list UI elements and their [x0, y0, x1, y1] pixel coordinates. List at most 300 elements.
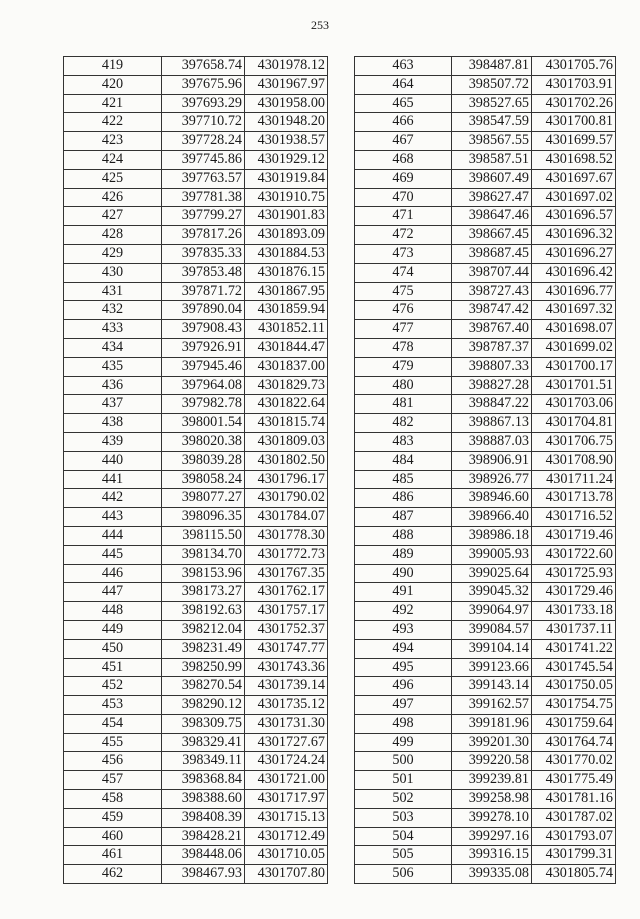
y-coordinate-cell: 4301696.27 [532, 244, 616, 263]
y-coordinate-cell: 4301787.02 [532, 808, 616, 827]
y-coordinate-cell: 4301699.02 [532, 338, 616, 357]
y-coordinate-cell: 4301799.31 [532, 846, 616, 865]
point-id-cell: 488 [355, 526, 452, 545]
y-coordinate-cell: 4301741.22 [532, 639, 616, 658]
y-coordinate-cell: 4301705.76 [532, 57, 616, 76]
y-coordinate-cell: 4301901.83 [245, 207, 328, 226]
point-id-cell: 502 [355, 790, 452, 809]
point-id-cell: 471 [355, 207, 452, 226]
table-row [355, 188, 616, 207]
y-coordinate-cell: 4301716.52 [532, 508, 616, 527]
y-coordinate-cell: 4301697.02 [532, 188, 616, 207]
y-coordinate-cell: 4301707.80 [245, 865, 328, 884]
point-id-cell: 489 [355, 545, 452, 564]
point-id-cell: 425 [64, 169, 162, 188]
table-row [64, 733, 328, 752]
table-row [355, 301, 616, 320]
x-coordinate-cell: 398020.38 [162, 432, 245, 451]
table-row [64, 526, 328, 545]
point-id-cell: 496 [355, 677, 452, 696]
point-id-cell: 485 [355, 470, 452, 489]
x-coordinate-cell: 398607.49 [452, 169, 532, 188]
point-id-cell: 439 [64, 432, 162, 451]
x-coordinate-cell: 398747.42 [452, 301, 532, 320]
table-row [64, 376, 328, 395]
point-id-cell: 464 [355, 75, 452, 94]
table-row [355, 113, 616, 132]
y-coordinate-cell: 4301699.57 [532, 132, 616, 151]
x-coordinate-cell: 398192.63 [162, 602, 245, 621]
x-coordinate-cell: 399297.16 [452, 827, 532, 846]
point-id-cell: 443 [64, 508, 162, 527]
point-id-cell: 430 [64, 263, 162, 282]
table-row [64, 432, 328, 451]
y-coordinate-cell: 4301837.00 [245, 357, 328, 376]
table-row [355, 244, 616, 263]
y-coordinate-cell: 4301711.24 [532, 470, 616, 489]
table-row [64, 226, 328, 245]
x-coordinate-cell: 398687.45 [452, 244, 532, 263]
x-coordinate-cell: 397728.24 [162, 132, 245, 151]
x-coordinate-cell: 397926.91 [162, 338, 245, 357]
point-id-cell: 479 [355, 357, 452, 376]
y-coordinate-cell: 4301948.20 [245, 113, 328, 132]
x-coordinate-cell: 398926.77 [452, 470, 532, 489]
point-id-cell: 478 [355, 338, 452, 357]
table-row [355, 639, 616, 658]
table-row [64, 414, 328, 433]
x-coordinate-cell: 399104.14 [452, 639, 532, 658]
point-id-cell: 500 [355, 752, 452, 771]
x-coordinate-cell: 399181.96 [452, 714, 532, 733]
y-coordinate-cell: 4301772.73 [245, 545, 328, 564]
x-coordinate-cell: 398290.12 [162, 696, 245, 715]
y-coordinate-cell: 4301743.36 [245, 658, 328, 677]
x-coordinate-cell: 397853.48 [162, 263, 245, 282]
point-id-cell: 460 [64, 827, 162, 846]
table-row [64, 846, 328, 865]
y-coordinate-cell: 4301793.07 [532, 827, 616, 846]
table-row [355, 150, 616, 169]
x-coordinate-cell: 398250.99 [162, 658, 245, 677]
x-coordinate-cell: 398787.37 [452, 338, 532, 357]
table-row [64, 771, 328, 790]
table-row [355, 696, 616, 715]
y-coordinate-cell: 4301759.64 [532, 714, 616, 733]
table-row [355, 470, 616, 489]
y-coordinate-cell: 4301712.49 [245, 827, 328, 846]
y-coordinate-cell: 4301698.52 [532, 150, 616, 169]
y-coordinate-cell: 4301775.49 [532, 771, 616, 790]
point-id-cell: 490 [355, 564, 452, 583]
point-id-cell: 468 [355, 150, 452, 169]
y-coordinate-cell: 4301859.94 [245, 301, 328, 320]
y-coordinate-cell: 4301778.30 [245, 526, 328, 545]
point-id-cell: 426 [64, 188, 162, 207]
point-id-cell: 423 [64, 132, 162, 151]
x-coordinate-cell: 398906.91 [452, 451, 532, 470]
point-id-cell: 501 [355, 771, 452, 790]
point-id-cell: 503 [355, 808, 452, 827]
point-id-cell: 499 [355, 733, 452, 752]
y-coordinate-cell: 4301737.11 [532, 620, 616, 639]
x-coordinate-cell: 397763.57 [162, 169, 245, 188]
table-row [355, 94, 616, 113]
table-row [64, 395, 328, 414]
table-row [355, 733, 616, 752]
point-id-cell: 446 [64, 564, 162, 583]
table-row [355, 526, 616, 545]
point-id-cell: 472 [355, 226, 452, 245]
table-row [64, 244, 328, 263]
point-id-cell: 494 [355, 639, 452, 658]
x-coordinate-cell: 399025.64 [452, 564, 532, 583]
x-coordinate-cell: 398428.21 [162, 827, 245, 846]
x-coordinate-cell: 399064.97 [452, 602, 532, 621]
point-id-cell: 434 [64, 338, 162, 357]
y-coordinate-cell: 4301770.02 [532, 752, 616, 771]
table-row [64, 338, 328, 357]
x-coordinate-cell: 397675.96 [162, 75, 245, 94]
y-coordinate-cell: 4301745.54 [532, 658, 616, 677]
x-coordinate-cell: 397890.04 [162, 301, 245, 320]
table-row [355, 451, 616, 470]
x-coordinate-cell: 398388.60 [162, 790, 245, 809]
table-row [355, 714, 616, 733]
table-row [355, 489, 616, 508]
y-coordinate-cell: 4301805.74 [532, 865, 616, 884]
y-coordinate-cell: 4301815.74 [245, 414, 328, 433]
table-row [355, 395, 616, 414]
point-id-cell: 428 [64, 226, 162, 245]
point-id-cell: 498 [355, 714, 452, 733]
table-row [64, 263, 328, 282]
y-coordinate-cell: 4301784.07 [245, 508, 328, 527]
y-coordinate-cell: 4301910.75 [245, 188, 328, 207]
point-id-cell: 427 [64, 207, 162, 226]
y-coordinate-cell: 4301696.77 [532, 282, 616, 301]
point-id-cell: 487 [355, 508, 452, 527]
table-row [64, 658, 328, 677]
point-id-cell: 506 [355, 865, 452, 884]
table-row [64, 75, 328, 94]
y-coordinate-cell: 4301706.75 [532, 432, 616, 451]
y-coordinate-cell: 4301724.24 [245, 752, 328, 771]
point-id-cell: 453 [64, 696, 162, 715]
table-row [355, 827, 616, 846]
x-coordinate-cell: 397799.27 [162, 207, 245, 226]
point-id-cell: 486 [355, 489, 452, 508]
y-coordinate-cell: 4301717.97 [245, 790, 328, 809]
point-id-cell: 421 [64, 94, 162, 113]
table-row [64, 169, 328, 188]
point-id-cell: 422 [64, 113, 162, 132]
x-coordinate-cell: 397964.08 [162, 376, 245, 395]
point-id-cell: 441 [64, 470, 162, 489]
point-id-cell: 451 [64, 658, 162, 677]
table-row [355, 865, 616, 884]
x-coordinate-cell: 398212.04 [162, 620, 245, 639]
x-coordinate-cell: 397945.46 [162, 357, 245, 376]
point-id-cell: 452 [64, 677, 162, 696]
y-coordinate-cell: 4301790.02 [245, 489, 328, 508]
y-coordinate-cell: 4301767.35 [245, 564, 328, 583]
x-coordinate-cell: 399162.57 [452, 696, 532, 715]
point-id-cell: 480 [355, 376, 452, 395]
x-coordinate-cell: 398115.50 [162, 526, 245, 545]
point-id-cell: 504 [355, 827, 452, 846]
point-id-cell: 467 [355, 132, 452, 151]
table-row [355, 75, 616, 94]
x-coordinate-cell: 397817.26 [162, 226, 245, 245]
y-coordinate-cell: 4301719.46 [532, 526, 616, 545]
x-coordinate-cell: 398966.40 [452, 508, 532, 527]
x-coordinate-cell: 399201.30 [452, 733, 532, 752]
y-coordinate-cell: 4301725.93 [532, 564, 616, 583]
point-id-cell: 432 [64, 301, 162, 320]
x-coordinate-cell: 399220.58 [452, 752, 532, 771]
y-coordinate-cell: 4301731.30 [245, 714, 328, 733]
point-id-cell: 493 [355, 620, 452, 639]
point-id-cell: 429 [64, 244, 162, 263]
table-row [64, 207, 328, 226]
y-coordinate-cell: 4301696.57 [532, 207, 616, 226]
y-coordinate-cell: 4301747.77 [245, 639, 328, 658]
y-coordinate-cell: 4301796.17 [245, 470, 328, 489]
table-row [355, 432, 616, 451]
point-id-cell: 447 [64, 583, 162, 602]
y-coordinate-cell: 4301967.97 [245, 75, 328, 94]
table-row [64, 470, 328, 489]
point-id-cell: 477 [355, 320, 452, 339]
table-row [64, 714, 328, 733]
table-row [64, 508, 328, 527]
point-id-cell: 475 [355, 282, 452, 301]
x-coordinate-cell: 397781.38 [162, 188, 245, 207]
y-coordinate-cell: 4301700.81 [532, 113, 616, 132]
x-coordinate-cell: 398727.43 [452, 282, 532, 301]
point-id-cell: 435 [64, 357, 162, 376]
point-id-cell: 420 [64, 75, 162, 94]
table-row [355, 338, 616, 357]
point-id-cell: 482 [355, 414, 452, 433]
x-coordinate-cell: 398467.93 [162, 865, 245, 884]
x-coordinate-cell: 398847.22 [452, 395, 532, 414]
x-coordinate-cell: 397693.29 [162, 94, 245, 113]
table-row [64, 696, 328, 715]
page-number: 253 [311, 18, 329, 32]
point-id-cell: 445 [64, 545, 162, 564]
y-coordinate-cell: 4301762.17 [245, 583, 328, 602]
x-coordinate-cell: 398567.55 [452, 132, 532, 151]
y-coordinate-cell: 4301715.13 [245, 808, 328, 827]
coordinate-table-left [63, 56, 328, 884]
x-coordinate-cell: 398767.40 [452, 320, 532, 339]
point-id-cell: 476 [355, 301, 452, 320]
y-coordinate-cell: 4301703.06 [532, 395, 616, 414]
x-coordinate-cell: 398408.39 [162, 808, 245, 827]
y-coordinate-cell: 4301710.05 [245, 846, 328, 865]
point-id-cell: 444 [64, 526, 162, 545]
point-id-cell: 449 [64, 620, 162, 639]
x-coordinate-cell: 397982.78 [162, 395, 245, 414]
table-row [355, 376, 616, 395]
y-coordinate-cell: 4301844.47 [245, 338, 328, 357]
table-row [355, 620, 616, 639]
point-id-cell: 424 [64, 150, 162, 169]
y-coordinate-cell: 4301697.32 [532, 301, 616, 320]
x-coordinate-cell: 398039.28 [162, 451, 245, 470]
y-coordinate-cell: 4301757.17 [245, 602, 328, 621]
table-row [355, 357, 616, 376]
point-id-cell: 442 [64, 489, 162, 508]
y-coordinate-cell: 4301713.78 [532, 489, 616, 508]
y-coordinate-cell: 4301721.00 [245, 771, 328, 790]
y-coordinate-cell: 4301752.37 [245, 620, 328, 639]
point-id-cell: 505 [355, 846, 452, 865]
x-coordinate-cell: 398270.54 [162, 677, 245, 696]
table-row [355, 414, 616, 433]
point-id-cell: 431 [64, 282, 162, 301]
point-id-cell: 436 [64, 376, 162, 395]
table-row [355, 282, 616, 301]
y-coordinate-cell: 4301697.67 [532, 169, 616, 188]
point-id-cell: 438 [64, 414, 162, 433]
table-row [355, 545, 616, 564]
y-coordinate-cell: 4301708.90 [532, 451, 616, 470]
y-coordinate-cell: 4301876.15 [245, 263, 328, 282]
table-row [355, 207, 616, 226]
x-coordinate-cell: 397745.86 [162, 150, 245, 169]
table-row [355, 508, 616, 527]
point-id-cell: 448 [64, 602, 162, 621]
x-coordinate-cell: 397658.74 [162, 57, 245, 76]
table-row [64, 94, 328, 113]
table-row [355, 226, 616, 245]
point-id-cell: 463 [355, 57, 452, 76]
table-row [355, 752, 616, 771]
x-coordinate-cell: 399045.32 [452, 583, 532, 602]
x-coordinate-cell: 399278.10 [452, 808, 532, 827]
x-coordinate-cell: 398153.96 [162, 564, 245, 583]
table-row [355, 169, 616, 188]
table-row [64, 564, 328, 583]
coordinate-table-right [354, 56, 616, 884]
x-coordinate-cell: 399143.14 [452, 677, 532, 696]
point-id-cell: 473 [355, 244, 452, 263]
y-coordinate-cell: 4301702.26 [532, 94, 616, 113]
x-coordinate-cell: 398001.54 [162, 414, 245, 433]
table-row [64, 545, 328, 564]
y-coordinate-cell: 4301809.03 [245, 432, 328, 451]
x-coordinate-cell: 399258.98 [452, 790, 532, 809]
table-row [64, 57, 328, 76]
table-row [64, 865, 328, 884]
x-coordinate-cell: 399239.81 [452, 771, 532, 790]
y-coordinate-cell: 4301938.57 [245, 132, 328, 151]
x-coordinate-cell: 398231.49 [162, 639, 245, 658]
x-coordinate-cell: 398827.28 [452, 376, 532, 395]
y-coordinate-cell: 4301727.67 [245, 733, 328, 752]
point-id-cell: 457 [64, 771, 162, 790]
table-row [64, 489, 328, 508]
y-coordinate-cell: 4301735.12 [245, 696, 328, 715]
x-coordinate-cell: 398349.11 [162, 752, 245, 771]
x-coordinate-cell: 398309.75 [162, 714, 245, 733]
point-id-cell: 455 [64, 733, 162, 752]
table-row [64, 357, 328, 376]
x-coordinate-cell: 398058.24 [162, 470, 245, 489]
x-coordinate-cell: 398448.06 [162, 846, 245, 865]
y-coordinate-cell: 4301722.60 [532, 545, 616, 564]
table-row [355, 677, 616, 696]
point-id-cell: 454 [64, 714, 162, 733]
x-coordinate-cell: 398329.41 [162, 733, 245, 752]
x-coordinate-cell: 398807.33 [452, 357, 532, 376]
point-id-cell: 491 [355, 583, 452, 602]
point-id-cell: 484 [355, 451, 452, 470]
table-row [355, 808, 616, 827]
table-row [64, 827, 328, 846]
y-coordinate-cell: 4301919.84 [245, 169, 328, 188]
x-coordinate-cell: 399123.66 [452, 658, 532, 677]
y-coordinate-cell: 4301700.17 [532, 357, 616, 376]
y-coordinate-cell: 4301802.50 [245, 451, 328, 470]
x-coordinate-cell: 398707.44 [452, 263, 532, 282]
point-id-cell: 466 [355, 113, 452, 132]
table-row [64, 620, 328, 639]
table-row [64, 188, 328, 207]
table-row [64, 451, 328, 470]
y-coordinate-cell: 4301703.91 [532, 75, 616, 94]
x-coordinate-cell: 398887.03 [452, 432, 532, 451]
table-row [64, 808, 328, 827]
x-coordinate-cell: 398134.70 [162, 545, 245, 564]
point-id-cell: 462 [64, 865, 162, 884]
x-coordinate-cell: 397871.72 [162, 282, 245, 301]
table-row [64, 282, 328, 301]
x-coordinate-cell: 399084.57 [452, 620, 532, 639]
table-row [355, 658, 616, 677]
point-id-cell: 450 [64, 639, 162, 658]
y-coordinate-cell: 4301750.05 [532, 677, 616, 696]
y-coordinate-cell: 4301729.46 [532, 583, 616, 602]
point-id-cell: 481 [355, 395, 452, 414]
y-coordinate-cell: 4301822.64 [245, 395, 328, 414]
point-id-cell: 440 [64, 451, 162, 470]
x-coordinate-cell: 397908.43 [162, 320, 245, 339]
table-row [355, 771, 616, 790]
x-coordinate-cell: 398627.47 [452, 188, 532, 207]
y-coordinate-cell: 4301781.16 [532, 790, 616, 809]
y-coordinate-cell: 4301893.09 [245, 226, 328, 245]
x-coordinate-cell: 398527.65 [452, 94, 532, 113]
point-id-cell: 459 [64, 808, 162, 827]
point-id-cell: 458 [64, 790, 162, 809]
point-id-cell: 433 [64, 320, 162, 339]
x-coordinate-cell: 399005.93 [452, 545, 532, 564]
y-coordinate-cell: 4301884.53 [245, 244, 328, 263]
table-row [64, 320, 328, 339]
table-row [355, 846, 616, 865]
y-coordinate-cell: 4301852.11 [245, 320, 328, 339]
table-row [355, 132, 616, 151]
y-coordinate-cell: 4301764.74 [532, 733, 616, 752]
x-coordinate-cell: 398986.18 [452, 526, 532, 545]
y-coordinate-cell: 4301696.42 [532, 263, 616, 282]
y-coordinate-cell: 4301754.75 [532, 696, 616, 715]
point-id-cell: 456 [64, 752, 162, 771]
